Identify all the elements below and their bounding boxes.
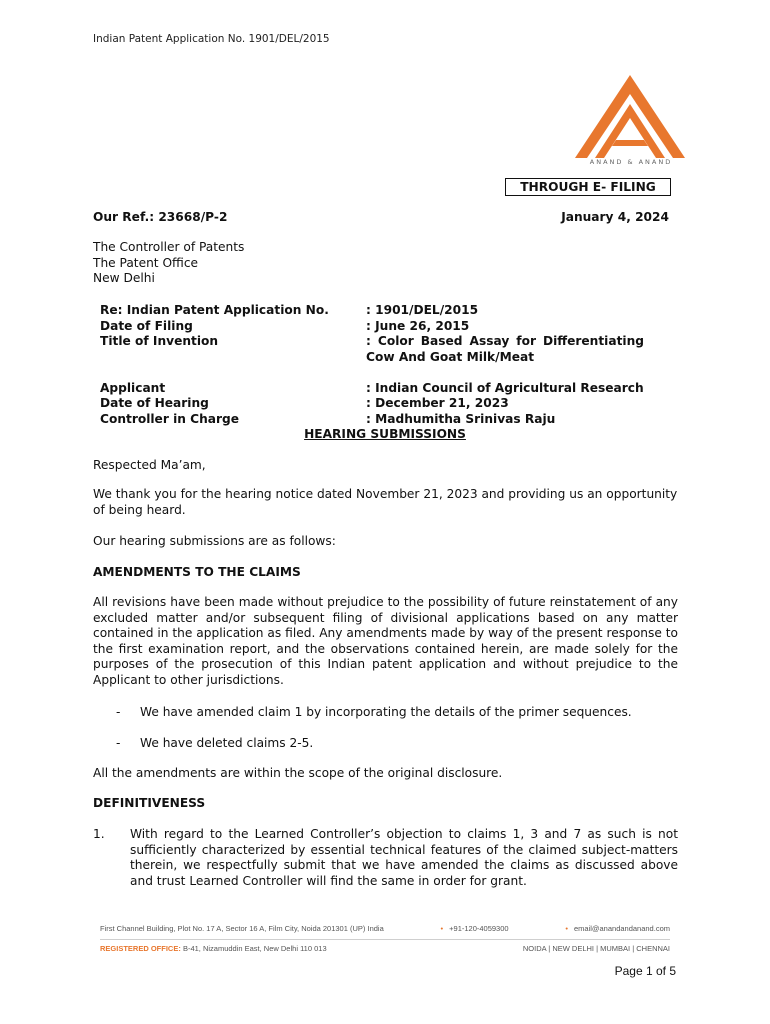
footer-registered xyxy=(100,944,670,953)
footer-contact: First Channel Building, Plot No. 17 A, Sector 16 A, Film City, Noida 201301 (UP) India • +91-120-4059300 • email@anandandanand.com xyxy=(100,924,670,933)
bullet-text: We have amended claim 1 by incorporating the details of the primer sequences. xyxy=(140,705,632,719)
bullet-marker: - xyxy=(116,736,121,750)
footer-cities: NOIDA | NEW DELHI | MUMBAI | CHENNAI xyxy=(522,944,670,953)
re-label: Applicant xyxy=(100,380,166,395)
footer-phone: +91-120-4059300 xyxy=(449,924,509,933)
item-text: With regard to the Learned Controller’s objection to claims 1, 3 and 7 as such is not sufficiently characterized by essential technical features of the claimed subject-matters therein, we respectfully submit that we have amended the claims as discussed above and trust Learned Controller will find the same in order for grant. xyxy=(130,827,678,888)
paragraph-thanks: We thank you for the hearing notice dated November 21, 2023 and providing us an opportunity of being heard. xyxy=(93,487,678,517)
hearing-submissions-heading: HEARING SUBMISSIONS xyxy=(304,427,466,441)
item-number: 1. xyxy=(93,827,105,841)
header-application-number: Indian Patent Application No. 1901/DEL/2015 xyxy=(93,33,330,45)
re-value: : Indian Council of Agricultural Research xyxy=(366,380,644,395)
address-line: The Patent Office xyxy=(93,255,199,270)
re-label: Re: Indian Patent Application No. xyxy=(100,303,329,317)
address-line: The Controller of Patents xyxy=(93,240,245,254)
re-label: Title of Invention xyxy=(100,334,219,348)
anand-logo-icon xyxy=(570,70,690,170)
footer-divider xyxy=(100,939,670,940)
re-value: : Madhumitha Srinivas Raju xyxy=(366,411,556,426)
re-labels xyxy=(100,303,329,427)
bullet-text: We have deleted claims 2-5. xyxy=(140,736,314,750)
re-label: Date of Hearing xyxy=(100,396,209,410)
logo-text: ANAND & ANAND xyxy=(589,158,673,166)
registered-office-label: REGISTERED OFFICE: xyxy=(100,944,181,953)
registered-office-address: B-41, Nizamuddin East, New Delhi 110 013 xyxy=(182,944,327,953)
paragraph-scope: All the amendments are within the scope of the original disclosure. xyxy=(93,766,503,780)
re-value: : December 21, 2023 xyxy=(366,396,509,410)
re-value-title: : Color Based Assay for Differentiating Cow And Goat Milk/Meat xyxy=(366,334,644,364)
paragraph-revisions: All revisions have been made without prejudice to the possibility of future reinstatement of any excluded matter and/or subsequent filing of divisional applications based on any matter contained in the application as filed. Any amendments made by way of the present response to the first examination report, and the observations contained herein, are made solely for the purposes of the prosecution of this Indian patent application and without prejudice to the Applicant to other jurisdictions. xyxy=(93,595,678,687)
salutation: Respected Ma’am, xyxy=(93,458,206,472)
re-label: Date of Filing xyxy=(100,318,193,333)
footer-email: email@anandandanand.com xyxy=(573,924,670,933)
our-reference: Our Ref.: 23668/P-2 xyxy=(93,210,228,224)
recipient-address xyxy=(93,240,244,287)
re-value: : 1901/DEL/2015 xyxy=(366,303,479,317)
re-value: : June 26, 2015 xyxy=(366,318,470,333)
paragraph-follows: Our hearing submissions are as follows: xyxy=(93,534,336,548)
letter-date: January 4, 2024 xyxy=(561,210,669,224)
re-values xyxy=(366,303,646,427)
page-number: Page 1 of 5 xyxy=(614,964,676,978)
footer-address: First Channel Building, Plot No. 17 A, Sector 16 A, Film City, Noida 201301 (UP) India xyxy=(100,924,384,933)
amendments-heading: AMENDMENTS TO THE CLAIMS xyxy=(93,565,301,579)
address-line: New Delhi xyxy=(93,271,155,285)
re-label: Controller in Charge xyxy=(100,411,240,426)
e-filing-box: THROUGH E- FILING xyxy=(505,178,671,196)
definitiveness-heading: DEFINITIVENESS xyxy=(93,796,206,810)
bullet-marker: - xyxy=(116,705,121,719)
